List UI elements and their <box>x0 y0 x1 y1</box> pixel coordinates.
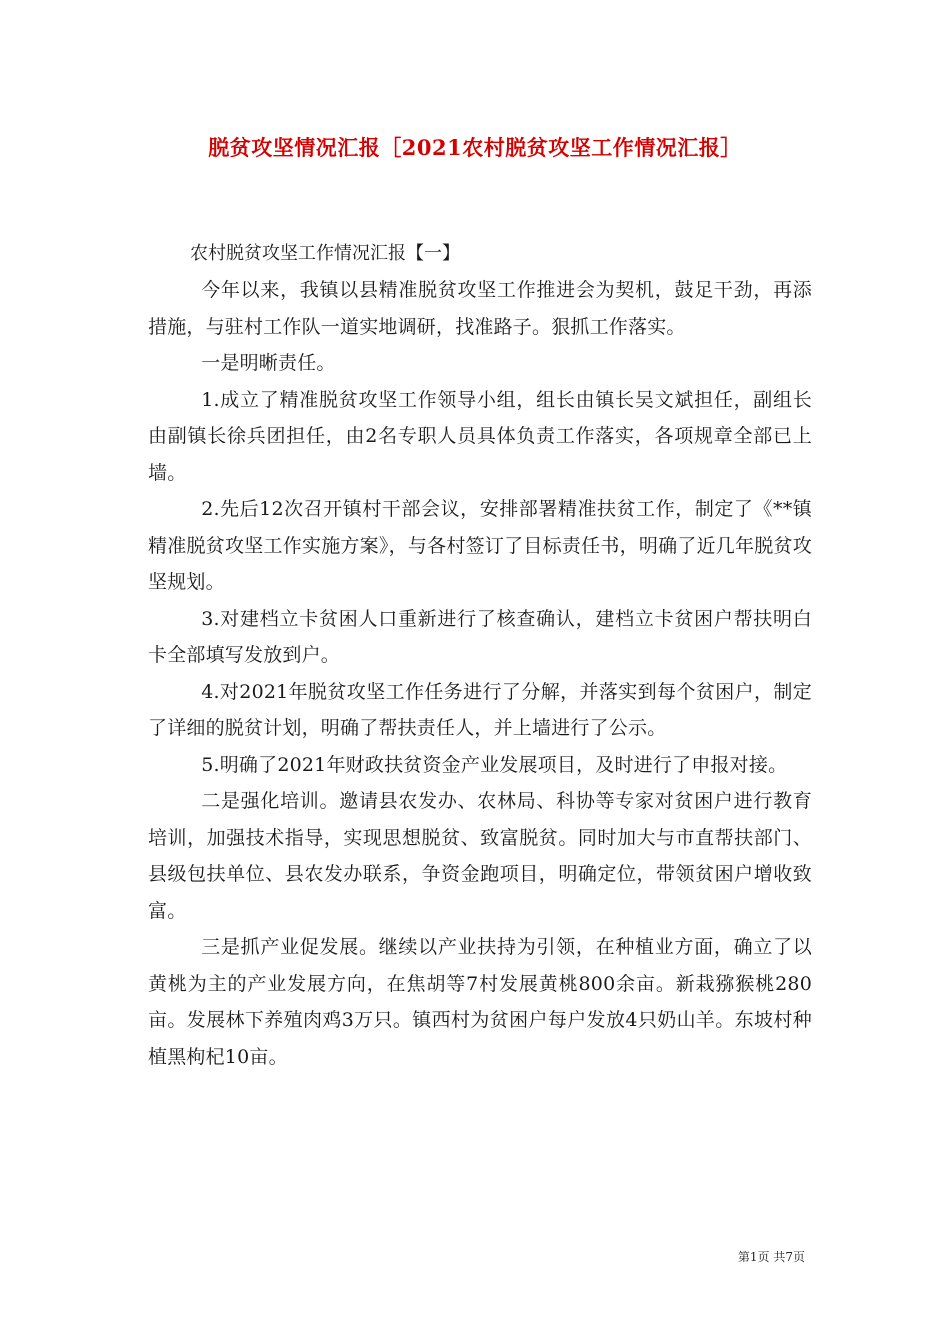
page-number: 第1页 共7页 <box>737 1250 805 1264</box>
paragraph-item-3: 3.对建档立卡贫困人口重新进行了核查确认，建档立卡贫困户帮扶明白卡全部填写发放到户。 <box>148 607 812 666</box>
paragraph-intro: 今年以来，我镇以县精准脱贫攻坚工作推进会为契机，鼓足干劲，再添措施，与驻村工作队一道实地调研，找准路子。狠抓工作落实。 <box>148 279 812 338</box>
section-subtitle: 农村脱贫攻坚工作情况汇报【一】 <box>190 243 460 264</box>
document-body <box>148 236 812 1075</box>
paragraph-training: 二是强化培训。邀请县农发办、农林局、科协等专家对贫困户进行教育培训，加强技术指导，实现思想脱贫、致富脱贫。同时加大与市直帮扶部门、县级包扶单位、县农发办联系，争资金跑项目，明确定位，带领贫困户增收致富。 <box>148 790 812 922</box>
paragraph-item-2: 2.先后12次召开镇村干部会议，安排部署精准扶贫工作，制定了《**镇精准脱贫攻坚工作实施方案》，与各村签订了目标责任书，明确了近几年脱贫攻坚规划。 <box>148 498 812 593</box>
paragraph-item-1: 1.成立了精准脱贫攻坚工作领导小组，组长由镇长吴文斌担任，副组长由副镇长徐兵团担任，由2名专职人员具体负责工作落实，各项规章全部已上墙。 <box>148 388 812 484</box>
paragraph-industry: 三是抓产业促发展。继续以产业扶持为引领，在种植业方面，确立了以黄桃为主的产业发展方向，在焦胡等7村发展黄桃800余亩。新栽猕猴桃280亩。发展林下养殖肉鸡3万只。镇西村为贫困户每户发放4只奶山羊。东坡村种植黑枸杞10亩。 <box>148 936 812 1068</box>
document-title: 脱贫攻坚情况汇报［2021农村脱贫攻坚工作情况汇报］ <box>208 135 742 160</box>
paragraph-item-5: 5.明确了2021年财政扶贫资金产业发展项目，及时进行了申报对接。 <box>201 753 788 776</box>
paragraph-heading-responsibility: 一是明晰责任。 <box>201 352 336 374</box>
paragraph-item-4: 4.对2021年脱贫攻坚工作任务进行了分解，并落实到每个贫困户，制定了详细的脱贫计划，明确了帮扶责任人，并上墙进行了公示。 <box>148 680 812 739</box>
